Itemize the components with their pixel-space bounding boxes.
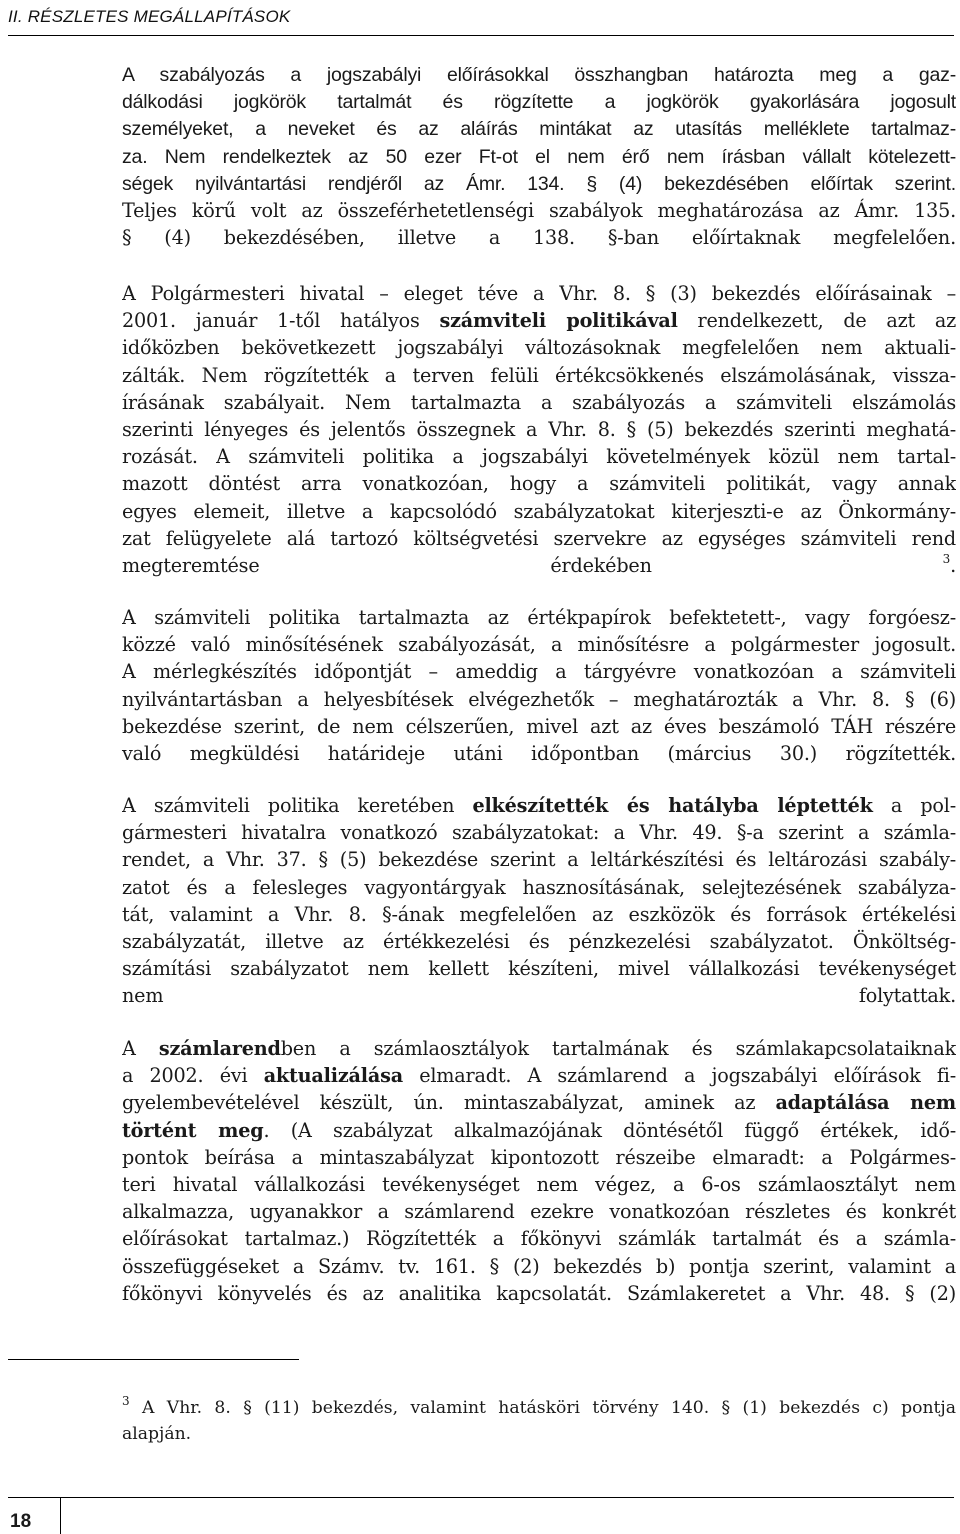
text-line: A számviteli politika tartalmazta az értékpapírok befektetett-, vagy forgóesz- bbox=[122, 606, 956, 629]
paragraph-signing-authority bbox=[122, 62, 956, 198]
text-line: tát, valamint a Vhr. 8. §-ának megfelelően az eszközök és források értékelési bbox=[122, 902, 956, 926]
text-line: számítási szabályzatot nem kellett készíteni, mivel vállalkozási tevékenységet bbox=[122, 957, 956, 981]
text-line: nyilvántartásban a helyesbítések elvégezhetők – meghatározták a Vhr. 8. § (6) bbox=[122, 687, 956, 711]
emphasis-text: számlarend bbox=[158, 1037, 281, 1060]
footnote-reference: 3 bbox=[942, 552, 951, 567]
text-line: közzé való minősítésének szabályozását, a minősítésre a polgármester jogosult. bbox=[122, 633, 956, 657]
text-line: írásának szabályait. Nem tartalmazta a szabályozás a számviteli elszámolás bbox=[122, 390, 956, 414]
text-line: A Polgármesteri hivatal – eleget téve a Vhr. 8. § (3) bekezdés előírásainak – bbox=[122, 282, 956, 305]
header-title: II. RÉSZLETES MEGÁLLAPÍTÁSOK bbox=[8, 7, 291, 26]
paragraph-chart-of-accounts bbox=[122, 1035, 956, 1307]
emphasis-text: számviteli politikával bbox=[439, 309, 678, 333]
emphasis-text: adaptálása nem bbox=[775, 1091, 956, 1115]
text-line: főkönyvi könyvelés és az analitika kapcsolatát. Számlakeretet a Vhr. 48. § (2) bbox=[122, 1281, 956, 1305]
text-line: dálkodási jogkörök tartalmát és rögzítette a jogkörök gyakorlására jogosult bbox=[122, 91, 956, 114]
text-line: 2001. január 1-től hatályos számviteli politikával rendelkezett, de azt az bbox=[122, 309, 956, 333]
text-line: A szabályozás a jogszabályi előírásokkal összhangban határozta meg a gaz- bbox=[122, 64, 956, 86]
text-line: alkalmazza, ugyanakkor a számlarend ezekre vonatkozóan részletes és konkrét bbox=[122, 1200, 956, 1224]
text-line: szerinti lényeges és jelentős összegnek a Vhr. 8. § (5) bekezdés szerinti meghatá- bbox=[122, 417, 956, 441]
footer-divider bbox=[8, 1497, 954, 1498]
footnote-line: $^3$ A Vhr. 8. § (11) bekezdés, valamint hatásköri törvény 140. § (1) bekezdés c) pontja bbox=[122, 1395, 956, 1418]
text-line: történt meg. (A szabályzat alkalmazójának döntésétől függő értékek, idő- bbox=[122, 1118, 956, 1142]
text-line: személyeket, a neveket és az aláírás mintákat az utasítás melléklete tartalmaz- bbox=[122, 118, 956, 141]
text-line: A számviteli politika keretében elkészítették és hatályba léptették a pol- bbox=[122, 794, 956, 817]
text-line: zat felügyelete alá tartozó költségvetési szervekre az egységes számviteli rend bbox=[122, 526, 956, 550]
paragraph-regulations bbox=[122, 792, 956, 1010]
text-line: nem folytattak. bbox=[122, 984, 956, 1008]
footnote-divider bbox=[8, 1359, 299, 1360]
text-line: való megküldési határideje utáni időpontban (március 30.) rögzítették. bbox=[122, 741, 956, 765]
paragraph-accounting-policy bbox=[122, 280, 956, 579]
text-line: előírásokat tartalmaz.) Rögzítették a főkönyvi számlák tartalmát és a számla- bbox=[122, 1227, 956, 1251]
text-line: mazott döntést arra vonatkozóan, hogy a számviteli politikát, vagy annak bbox=[122, 472, 956, 496]
text-line: megteremtése érdekében $^3$. bbox=[122, 552, 956, 577]
text-line: a 2002. évi aktualizálása elmaradt. A számlarend a jogszabályi előírások fi- bbox=[122, 1064, 956, 1088]
emphasis-text: történt meg bbox=[122, 1118, 264, 1142]
text-line: Teljes körű volt az összeférhetetlenségi szabályok meghatározása az Ámr. 135. bbox=[122, 199, 956, 222]
paragraph-securities bbox=[122, 604, 956, 767]
page-header bbox=[8, 3, 954, 36]
text-line: szabályzatát, illetve az értékkezelési és pénzkezelési szabályzatot. Önköltség- bbox=[122, 929, 956, 953]
paragraph-conflict-rules bbox=[122, 197, 956, 251]
text-line: rendet, a Vhr. 37. § (5) bekezdése szerint a leltárkészítési és leltározási szabály- bbox=[122, 848, 956, 872]
text-line: A számlarendben a számlaosztályok tartalmának és számlakapcsolataiknak bbox=[122, 1037, 956, 1060]
footer-divider-vertical bbox=[60, 1497, 61, 1534]
emphasis-text: aktualizálása bbox=[263, 1064, 403, 1088]
text-line: teri hivatal vállalkozási tevékenységet nem végez, a 6-os számlaosztályt nem bbox=[122, 1172, 956, 1196]
emphasis-text: elkészítették és hatályba léptették bbox=[472, 794, 873, 817]
text-line: rozását. A számviteli politika a jogszabályi követelmények közül nem tartal- bbox=[122, 445, 956, 469]
text-line: § (4) bekezdésében, illetve a 138. §-ban előírtaknak megfelelően. bbox=[122, 226, 956, 250]
text-line: időközben bekövetkezett jogszabályi változásoknak megfelelően nem aktuali- bbox=[122, 336, 956, 360]
text-line: pontok beírása a mintaszabályzat kipontozott részeibe elmaradt: a Polgármes- bbox=[122, 1145, 956, 1169]
text-line: zatot és a felesleges vagyontárgyak hasznosításának, selejtezésének szabályza- bbox=[122, 875, 956, 899]
text-line: bekezdése szerint, de nem célszerűen, mivel azt az éves beszámoló TÁH részére bbox=[122, 714, 956, 738]
text-line: A mérlegkészítés időpontját – ameddig a tárgyévre vonatkozóan a számviteli bbox=[122, 660, 956, 684]
footnote-line: alapján. bbox=[122, 1424, 192, 1444]
text-line: gyelembevételével készült, ún. mintaszabályzat, aminek az adaptálása nem bbox=[122, 1091, 956, 1115]
text-line: ségek nyilvántartási rendjéről az Ámr. 134. § (4) bekezdésében előírtak szerint. bbox=[122, 172, 956, 195]
text-line: za. Nem rendelkeztek az 50 ezer Ft-ot el nem érő nem írásban vállalt kötelezett- bbox=[122, 145, 956, 168]
footnote bbox=[122, 1395, 956, 1447]
page-number: 18 bbox=[10, 1511, 32, 1532]
text-line: összefüggéseket a Számv. tv. 161. § (2) bekezdés b) pontja szerint, valamint a bbox=[122, 1254, 956, 1278]
text-line: gármesteri hivatalra vonatkozó szabályzatokat: a Vhr. 49. §-a szerint a számla- bbox=[122, 821, 956, 845]
text-line: zálták. Nem rögzítették a terven felüli értékcsökkenés elszámolásának, vissza- bbox=[122, 363, 956, 387]
text-line: egyes elemeit, illetve a kapcsolódó szabályzatokat kiterjeszti-e az Önkormány- bbox=[122, 499, 956, 523]
footnote-number: 3 bbox=[122, 1395, 130, 1409]
